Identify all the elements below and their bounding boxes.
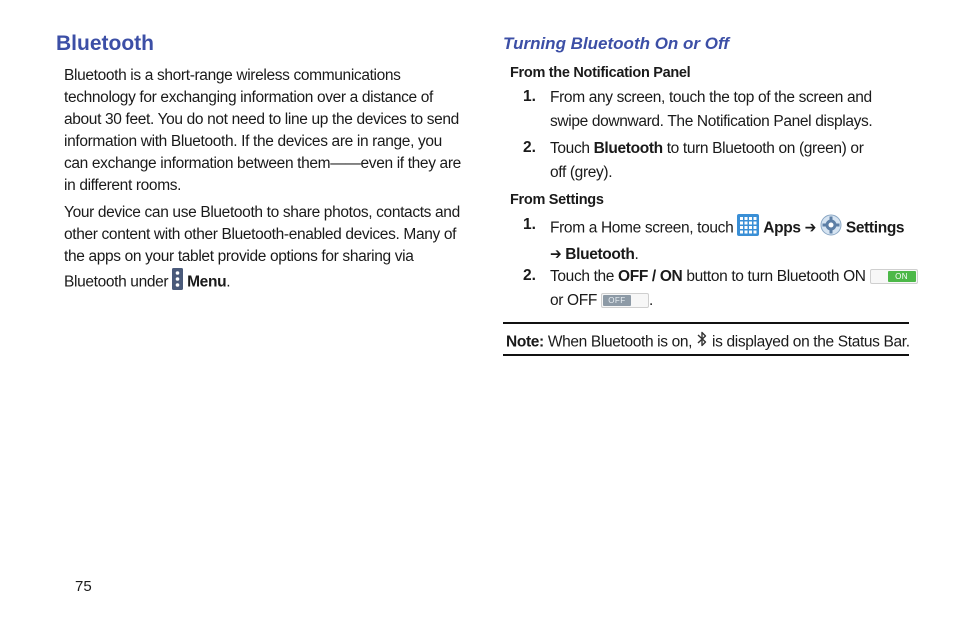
note-label: Note: — [506, 333, 544, 351]
step-number: 1. — [523, 88, 536, 105]
note-text — [506, 330, 910, 355]
text-fragment: is displayed on the Status Bar. — [712, 333, 910, 351]
note-box — [503, 322, 909, 356]
text-line: the apps on your tablet provide options for sharing via — [64, 248, 414, 265]
section-title: Turning Bluetooth On or Off — [503, 34, 730, 53]
menu-dots-icon — [172, 268, 183, 297]
settings-label: Settings — [845, 219, 905, 237]
bluetooth-label: Bluetooth — [565, 246, 635, 263]
text-fragment: When Bluetooth is on, — [543, 333, 697, 351]
text-fragment: . — [226, 273, 231, 291]
page-number: 75 — [75, 578, 92, 595]
notif-step-1 — [550, 87, 910, 133]
text-line — [64, 268, 466, 297]
step-number: 2. — [523, 139, 536, 156]
text-fragment: . — [648, 292, 653, 309]
text-line: swipe downward. The Notification Panel displays. — [550, 113, 873, 130]
notif-step-2 — [550, 138, 910, 184]
sharing-paragraph — [64, 202, 466, 297]
toggle-off-label: OFF — [603, 295, 631, 306]
text-line — [550, 290, 920, 312]
notification-panel-heading: From the Notification Panel — [510, 65, 691, 81]
text-line: other content with other Bluetooth-enabled devices. Many of — [64, 226, 457, 243]
toggle-on-label: ON — [888, 271, 916, 282]
text-line: From any screen, touch the top of the screen and — [550, 89, 872, 106]
text-line — [550, 214, 915, 243]
text-fragment: or OFF — [550, 292, 601, 309]
page-title: Bluetooth — [56, 32, 154, 55]
apps-grid-icon — [737, 214, 759, 243]
bluetooth-icon — [696, 330, 708, 355]
settings-heading: From Settings — [510, 192, 604, 208]
text-line: technology for exchanging information over a distance of — [64, 89, 433, 106]
text-fragment: Touch the — [550, 268, 619, 285]
text-line: Your device can use Bluetooth to share photos, contacts and — [64, 204, 460, 221]
text-line: off (grey). — [550, 164, 613, 181]
text-line: in different rooms. — [64, 177, 182, 194]
text-fragment: Touch — [550, 140, 594, 157]
text-line: can exchange information between them——even if they are — [64, 155, 461, 172]
text-fragment: From a Home screen, touch — [550, 219, 738, 237]
toggle-off-icon — [601, 293, 649, 308]
menu-label: Menu — [187, 273, 227, 291]
text-fragment: button to turn Bluetooth ON — [682, 268, 870, 285]
settings-gear-icon — [820, 214, 842, 243]
settings-step-2 — [550, 266, 920, 312]
toggle-on-icon — [870, 269, 918, 284]
text-line — [550, 266, 920, 288]
arrow-glyph: ➔ — [550, 246, 566, 263]
text-fragment: Bluetooth under — [64, 273, 173, 291]
text-line — [550, 244, 915, 266]
text-fragment: to turn Bluetooth on (green) or — [662, 140, 864, 157]
step-number: 1. — [523, 216, 536, 233]
text-line: about 30 feet. You do not need to line up the devices to send — [64, 111, 459, 128]
apps-label: Apps — [763, 219, 801, 237]
bluetooth-label: Bluetooth — [593, 140, 663, 157]
step-number: 2. — [523, 267, 536, 284]
text-line — [550, 138, 910, 160]
text-line: information with Bluetooth. If the devices are in range, you — [64, 133, 442, 150]
settings-step-1 — [550, 214, 915, 266]
text-fragment: . — [634, 246, 639, 263]
off-on-label: OFF / ON — [618, 268, 683, 285]
text-line: Bluetooth is a short-range wireless communications — [64, 67, 401, 84]
intro-paragraph — [64, 65, 466, 197]
arrow-glyph: ➔ — [800, 219, 820, 237]
